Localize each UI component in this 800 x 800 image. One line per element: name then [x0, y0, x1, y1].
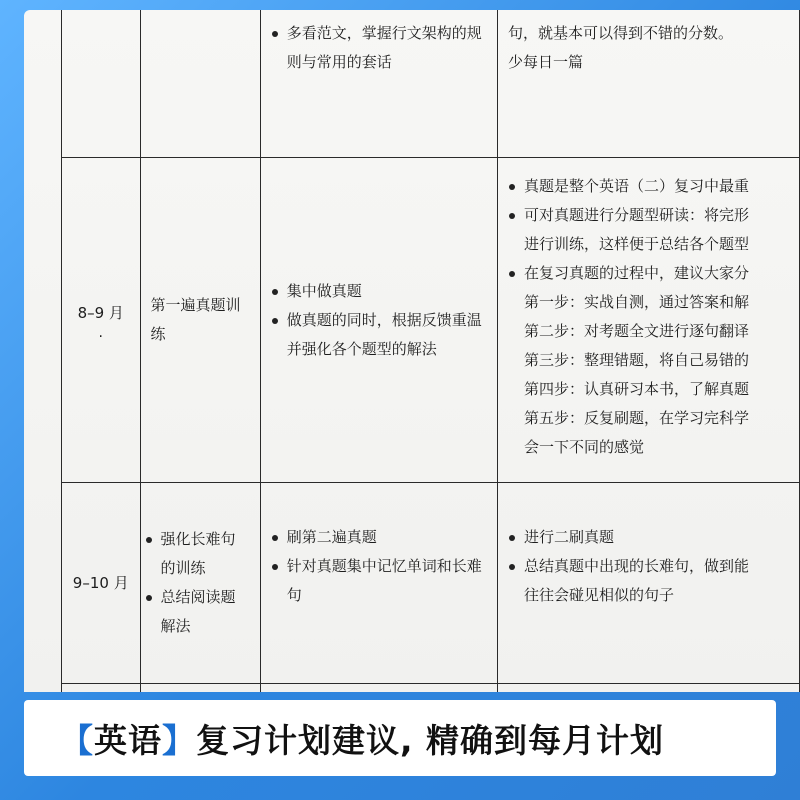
month-cell	[62, 684, 141, 693]
tip-cell	[497, 10, 799, 158]
bullet-icon	[146, 537, 152, 543]
list-item: 多看范文，掌握行文架构的规则与常用的套话	[271, 19, 487, 77]
caption-subject: 英语	[94, 721, 162, 760]
goal-cell	[140, 483, 260, 684]
action-cell	[260, 10, 497, 158]
list-item: 第四步：认真研习本书，了解真题	[523, 380, 749, 398]
list-item: 总结阅读题解法	[145, 583, 245, 641]
list-item: 强化长难句的训练	[145, 525, 245, 583]
caption-text: 复习计划建议, 精确到每月计划	[196, 721, 665, 760]
tip-cell	[497, 158, 799, 483]
study-plan-table	[61, 10, 800, 692]
bullet-icon	[146, 595, 152, 601]
bullet-icon	[509, 564, 515, 570]
list-item: 集中做真题	[271, 277, 497, 306]
bullet-icon	[272, 535, 278, 541]
list-item: 在复习真题的过程中，建议大家分	[508, 259, 799, 288]
month-cell: 9–10 月	[62, 483, 141, 684]
list-item: 进行二刷真题	[508, 523, 799, 552]
list-item: 往往会碰见相似的句子	[523, 586, 674, 604]
month-cell: 8–9 月 ·	[62, 158, 141, 483]
list-item: 总结真题中出现的长难句，做到能	[508, 552, 799, 581]
bullet-icon	[272, 564, 278, 570]
month-cell	[62, 10, 141, 158]
table-row	[62, 483, 800, 684]
table-row	[62, 10, 800, 158]
bullet-icon	[509, 271, 515, 277]
bullet-icon	[272, 31, 278, 37]
bullet-icon	[272, 318, 278, 324]
caption-banner	[24, 700, 776, 776]
list-item: 第五步：反复刷题，在学习完科学	[523, 409, 749, 427]
bullet-icon	[509, 535, 515, 541]
bullet-icon	[509, 213, 515, 219]
caption-bracket-close: 】	[162, 721, 196, 760]
list-item: 做真题的同时，根据反馈重温并强化各个题型的解法	[271, 306, 487, 364]
table-row	[62, 684, 800, 693]
list-item: 会一下不同的感觉	[523, 438, 644, 456]
goal-cell	[140, 684, 260, 693]
goal-cell: 第一遍真题训练	[140, 158, 260, 483]
list-item: 针对真题集中记忆单词和长难句	[271, 552, 487, 610]
book-page-photo	[24, 10, 800, 692]
tip-cell	[497, 684, 799, 693]
table-row	[62, 158, 800, 483]
tip-cell	[497, 483, 799, 684]
list-item: 第二步：对考题全文进行逐句翻译	[523, 322, 749, 340]
bullet-icon	[272, 289, 278, 295]
list-item: 可对真题进行分题型研读：将完形	[508, 201, 799, 230]
tip-line: 句，就基本可以得到不错的分数。	[507, 24, 733, 42]
list-item: 进行训练，这样便于总结各个题型	[523, 235, 749, 253]
action-cell	[260, 158, 497, 483]
goal-cell	[140, 10, 260, 158]
caption-bracket-open: 【	[60, 721, 94, 760]
bullet-icon	[509, 184, 515, 190]
caption-title	[60, 715, 664, 762]
list-item: 第三步：整理错题，将自己易错的	[523, 351, 749, 369]
list-item: 真题是整个英语（二）复习中最重	[508, 172, 799, 201]
list-item: 刷第二遍真题	[271, 523, 497, 552]
action-cell	[260, 483, 497, 684]
tip-line: 少每日一篇	[507, 53, 583, 71]
list-item: 第一步：实战自测，通过答案和解	[523, 293, 749, 311]
action-cell	[260, 684, 497, 693]
